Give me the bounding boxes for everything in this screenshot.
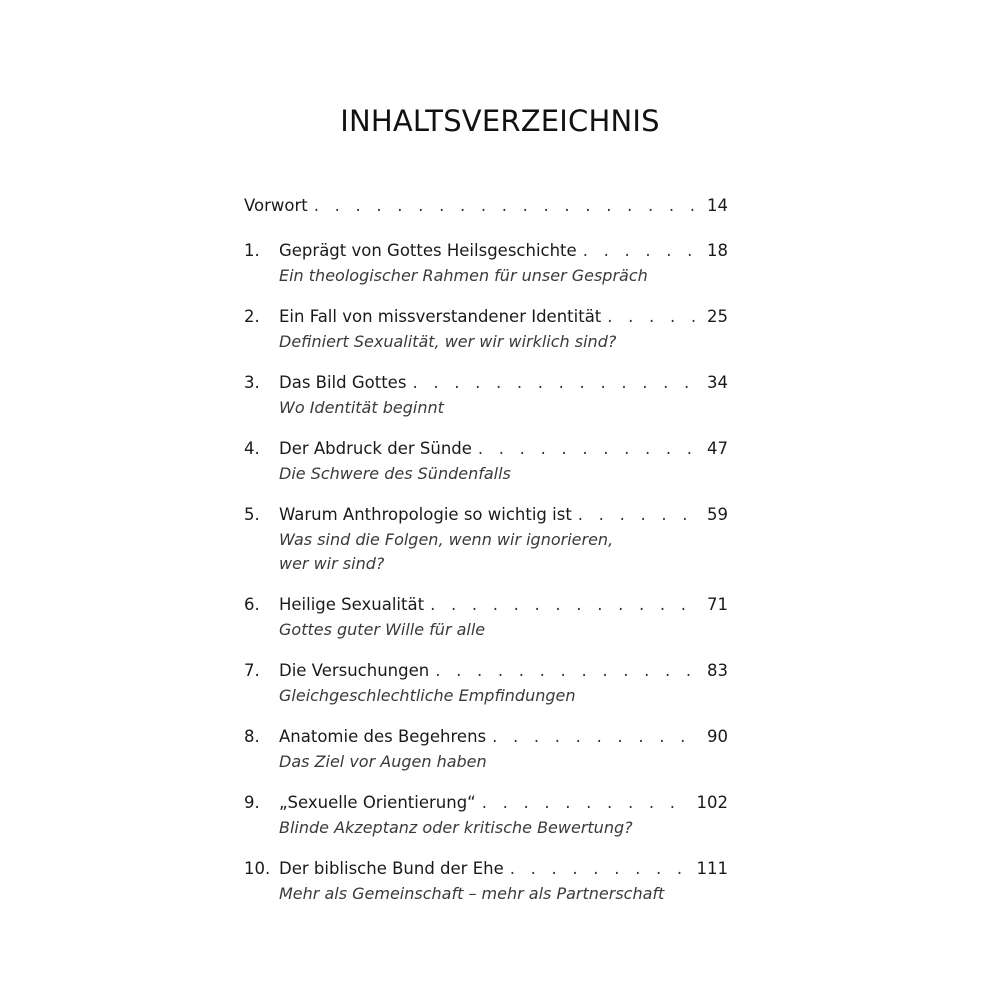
toc-page-number: 34 <box>707 373 728 392</box>
dot-leader <box>510 856 689 882</box>
toc-entry-chapter-2 <box>244 304 728 354</box>
toc-entry-subtitle-line-1: Was sind die Folgen, wenn wir ignorieren, <box>279 530 614 549</box>
toc-line <box>244 304 728 330</box>
toc-page-number: 47 <box>707 439 728 458</box>
dot-leader <box>492 724 699 750</box>
toc-entry-subtitle: Definiert Sexualität, wer wir wirklich sind? <box>279 332 617 351</box>
toc-line <box>244 370 728 396</box>
toc-page-number: 102 <box>696 793 728 812</box>
toc-entry-subtitle: Gleichgeschlechtliche Empfindungen <box>279 686 576 705</box>
toc-entry-title: Der biblische Bund der Ehe <box>279 859 504 878</box>
page-title: INHALTSVERZEICHNIS <box>340 104 660 138</box>
chapter-number: 8. <box>244 727 260 746</box>
dot-leader <box>412 370 699 396</box>
toc-entry-chapter-6 <box>244 592 728 642</box>
chapter-number: 4. <box>244 439 260 458</box>
dot-leader <box>478 436 699 462</box>
toc-line <box>244 193 728 219</box>
dot-leader <box>578 502 699 528</box>
dot-leader <box>482 790 689 816</box>
chapter-number: 9. <box>244 793 260 812</box>
toc-entry-chapter-3 <box>244 370 728 420</box>
toc-entry-subtitle-line-2: wer wir sind? <box>279 554 385 573</box>
toc-entry-chapter-9 <box>244 790 728 840</box>
chapter-number: 3. <box>244 373 260 392</box>
dot-leader <box>607 304 699 330</box>
chapter-number: 7. <box>244 661 260 680</box>
chapter-number: 5. <box>244 505 260 524</box>
dot-leader <box>430 592 699 618</box>
toc-line <box>244 856 728 882</box>
toc-page-number: 18 <box>707 241 728 260</box>
toc-line <box>244 238 728 264</box>
toc-entry-subtitle: Gottes guter Wille für alle <box>279 620 486 639</box>
dot-leader <box>314 193 699 219</box>
toc-entry-subtitle: Die Schwere des Sündenfalls <box>279 464 511 483</box>
toc-entry-title: Die Versuchungen <box>279 661 430 680</box>
toc-entry-preface <box>244 193 728 219</box>
toc-entry-chapter-8 <box>244 724 728 774</box>
toc-entry-chapter-7 <box>244 658 728 708</box>
toc-entry-title: Heilige Sexualität <box>279 595 425 614</box>
chapter-number: 10. <box>244 859 271 878</box>
toc-entry-chapter-4 <box>244 436 728 486</box>
toc-entry-title: Vorwort <box>244 196 308 215</box>
toc-line <box>244 592 728 618</box>
chapter-number: 6. <box>244 595 260 614</box>
toc-line <box>244 502 728 528</box>
chapter-number: 1. <box>244 241 260 260</box>
toc-entry-subtitle: Das Ziel vor Augen haben <box>279 752 487 771</box>
toc-entry-chapter-10 <box>244 856 728 906</box>
toc-page-number: 14 <box>707 196 728 215</box>
toc-line <box>244 658 728 684</box>
toc-line <box>244 724 728 750</box>
toc-page-number: 59 <box>707 505 728 524</box>
toc-page-number: 25 <box>707 307 728 326</box>
toc-entry-chapter-5 <box>244 502 728 576</box>
toc-entry-title: Warum Anthropologie so wichtig ist <box>279 505 572 524</box>
toc-entry-subtitle: Ein theologischer Rahmen für unser Gespräch <box>279 266 648 285</box>
toc-entry-subtitle: Blinde Akzeptanz oder kritische Bewertung? <box>279 818 633 837</box>
toc-page-number: 71 <box>707 595 728 614</box>
toc-entry-title: Das Bild Gottes <box>279 373 407 392</box>
toc-entry-title: „Sexuelle Orientierung“ <box>279 793 476 812</box>
toc-entry-subtitle: Wo Identität beginnt <box>279 398 444 417</box>
dot-leader <box>583 238 699 264</box>
toc-entry-title: Der Abdruck der Sünde <box>279 439 472 458</box>
table-of-contents <box>244 193 728 922</box>
chapter-number: 2. <box>244 307 260 326</box>
toc-page-number: 90 <box>707 727 728 746</box>
toc-page-number: 83 <box>707 661 728 680</box>
toc-entry-subtitle: Mehr als Gemeinschaft – mehr als Partnerschaft <box>279 884 665 903</box>
toc-entry-title: Geprägt von Gottes Heilsgeschichte <box>279 241 577 260</box>
toc-page-number: 111 <box>696 859 728 878</box>
toc-line <box>244 436 728 462</box>
toc-entry-title: Ein Fall von missverstandener Identität <box>279 307 602 326</box>
dot-leader <box>435 658 699 684</box>
toc-line <box>244 790 728 816</box>
toc-entry-chapter-1 <box>244 238 728 288</box>
toc-entry-title: Anatomie des Begehrens <box>279 727 487 746</box>
